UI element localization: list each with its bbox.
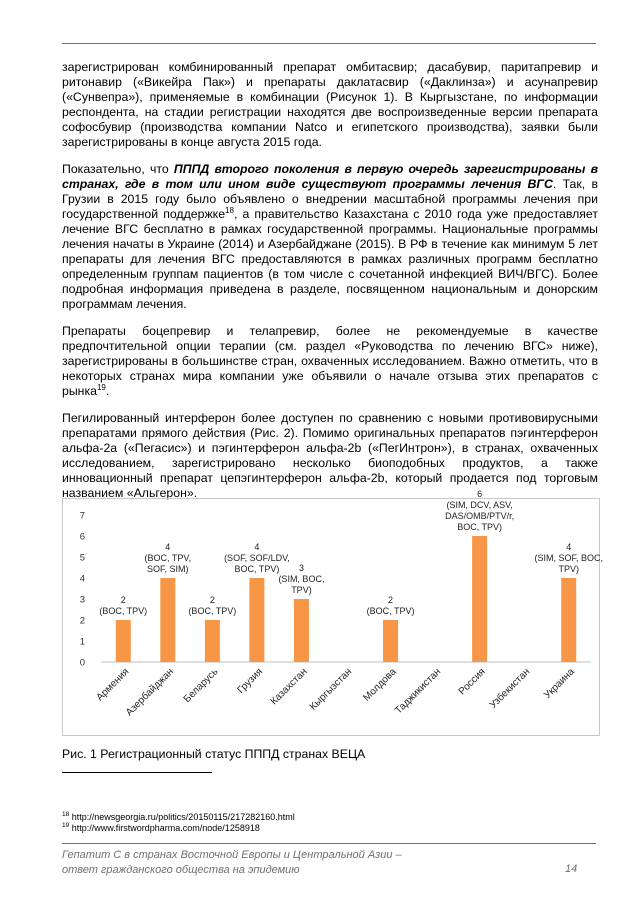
paragraph-3-text: Препараты боцепревир и телапревир, более не рекомендуемые в качестве предпочтительной опции терапии (см. раздел «Руководства по лечению ВГС» ниже), зарегистрированы в большинстве стран, охваченных исследованием. Важно отметить, что в некоторых странах мира компании уже объявили о начале отзыва этих препаратов с рынка: [62, 324, 598, 398]
footnote-19: [62, 823, 295, 834]
bar: [116, 620, 131, 662]
main-text: [62, 60, 598, 513]
data-label: TPV): [291, 585, 312, 595]
data-label: BOC, TPV): [457, 522, 503, 532]
footnote-separator: [62, 772, 212, 773]
data-label: 4: [254, 542, 260, 552]
x-tick-label: Таджикистан: [393, 666, 444, 717]
paragraph-4: Пегилированный интерферон более доступен по сравнению с новыми противовирусными препаратами прямого действия (Рис. 2). Помимо оригинальных препаратов пэгинтерферон альфа-2а («Пегасис») и пэгинтерферон альфа-2b («ПегИнтрон»), в странах, охваченных исследованием, зарегистрировано несколько биоподобных продуктов, а также инновационный препарат цепэгинтерферон альфа-2b, который продается под торговым названием «Альгерон».: [62, 411, 598, 500]
paragraph-3: [62, 324, 598, 399]
paragraph-3-end: .: [105, 384, 110, 398]
paragraph-2-end: , а правительство Казахстана с 2010 года уже предоставляет лечение ВГС бесплатно в рамках государственной программы. Национальные программы лечения начаты в Украине (2014) и Азербайджане (2015). В РФ в течение как минимум 5 лет препараты для лечения ВГС предоставляются в рамках различных программ бесплатно определенным группам пациентов (в том числе с сочетанной инфекцией ВИЧ/ВГС). Более подробная информация приведена в разделе, посвященном национальным и донорским программам лечения.: [62, 207, 598, 311]
bar: [205, 620, 220, 662]
footnote-ref-19: 19: [96, 382, 106, 392]
paragraph-1: зарегистрирован комбинированный препарат омбитасвир; дасабувир, паритапревир и ритонавир («Викейра Пак») и препараты даклатасвир («Даклинза») и асунапревир («Сунвепра»), применяемые в комбинации (Рисунок 1). В Кыргызстане, по информации респондента, на стадии регистрации находятся две воспроизведенные версии препарата софосбувир (производства компании Natco и египетского производства), заявки были зарегистрированы в конце августа 2015 года.: [62, 60, 598, 149]
paragraph-2-emphasis: ПППД второго поколения в первую очередь зарегистрированы в странах, где в том или ином виде существуют программы лечения ВГС: [62, 162, 598, 191]
x-tick-label: Грузия: [235, 666, 266, 696]
bar: [561, 578, 576, 662]
data-label: (BOC, TPV): [366, 606, 415, 616]
paragraph-2: [62, 162, 598, 312]
bar: [249, 578, 264, 662]
data-label: (SIM, BOC,: [278, 574, 325, 584]
y-tick-label: 5: [79, 552, 85, 564]
x-tick-label: Кыргызстан: [307, 666, 355, 713]
footnote-number: 18: [62, 811, 70, 818]
footnote-link[interactable]: http://newsgeorgia.ru/politics/20150115/217282160.html: [71, 812, 295, 822]
data-label: BOC, TPV): [234, 564, 280, 574]
data-label: (BOC, TPV): [188, 606, 237, 616]
chart-container: [62, 489, 603, 736]
data-label: 4: [165, 542, 171, 552]
paragraph-2-mid: . Так, в Грузии в 2015 году было объявлено о внедрении масштабной программы лечения при государственной поддержке: [62, 177, 598, 221]
data-label: 6: [477, 489, 483, 499]
footnote-number: 19: [62, 822, 70, 829]
footer-title: [62, 848, 402, 878]
y-tick-label: 6: [79, 531, 85, 543]
data-label: TPV): [558, 564, 579, 574]
data-label: 2: [120, 595, 126, 605]
footer-rule: [62, 843, 596, 844]
data-label: 4: [566, 542, 572, 552]
y-tick-label: 4: [79, 573, 85, 585]
data-label: SOF, SIM): [147, 564, 189, 574]
data-label: (BOC, TPV,: [144, 553, 192, 563]
x-tick-label: Узбекистан: [487, 666, 533, 711]
footer-line-2: ответ гражданского общества на эпидемию: [62, 864, 300, 876]
bar-chart: [63, 489, 603, 735]
data-label: (BOC, TPV): [99, 606, 148, 616]
bar: [472, 536, 487, 662]
x-tick-label: Украина: [542, 666, 577, 702]
data-label: (SIM, SOF, BOC,: [534, 553, 603, 563]
y-tick-label: 1: [79, 636, 85, 648]
footer-line-1: Гепатит С в странах Восточной Европы и Центральной Азии –: [62, 849, 402, 861]
data-label: (SOF, SOF/LDV,: [224, 553, 290, 563]
footnote-18: [62, 812, 295, 823]
footnote-link[interactable]: http://www.firstwordpharma.com/node/1258918: [71, 823, 260, 833]
y-tick-label: 3: [79, 594, 85, 606]
data-label: 2: [209, 595, 215, 605]
figure-caption: Рис. 1 Регистрационный статус ПППД странах ВЕЦА: [62, 747, 366, 761]
x-tick-label: Беларусь: [181, 666, 221, 706]
data-label: (SIM, DCV, ASV,: [446, 500, 513, 510]
bar: [383, 620, 398, 662]
x-tick-label: Казахстан: [268, 666, 310, 708]
y-tick-label: 2: [79, 615, 85, 627]
footnotes: [62, 812, 295, 834]
x-tick-label: Азербайджан: [123, 666, 176, 719]
x-tick-label: Молдова: [361, 666, 399, 704]
y-tick-label: 0: [79, 657, 85, 669]
data-label: 3: [298, 563, 304, 573]
data-label: DAS/OMB/PTV/r,: [445, 511, 515, 521]
x-tick-label: Россия: [456, 666, 488, 698]
bar: [294, 599, 309, 662]
x-tick-label: Армения: [94, 666, 132, 704]
paragraph-2-start: Показательно, что: [62, 162, 174, 176]
footnote-ref-18: 18: [225, 205, 234, 215]
bar: [160, 578, 175, 662]
page-number: 14: [565, 863, 578, 875]
y-tick-label: 7: [79, 510, 85, 522]
header-rule: [62, 43, 596, 44]
data-label: 2: [388, 595, 394, 605]
